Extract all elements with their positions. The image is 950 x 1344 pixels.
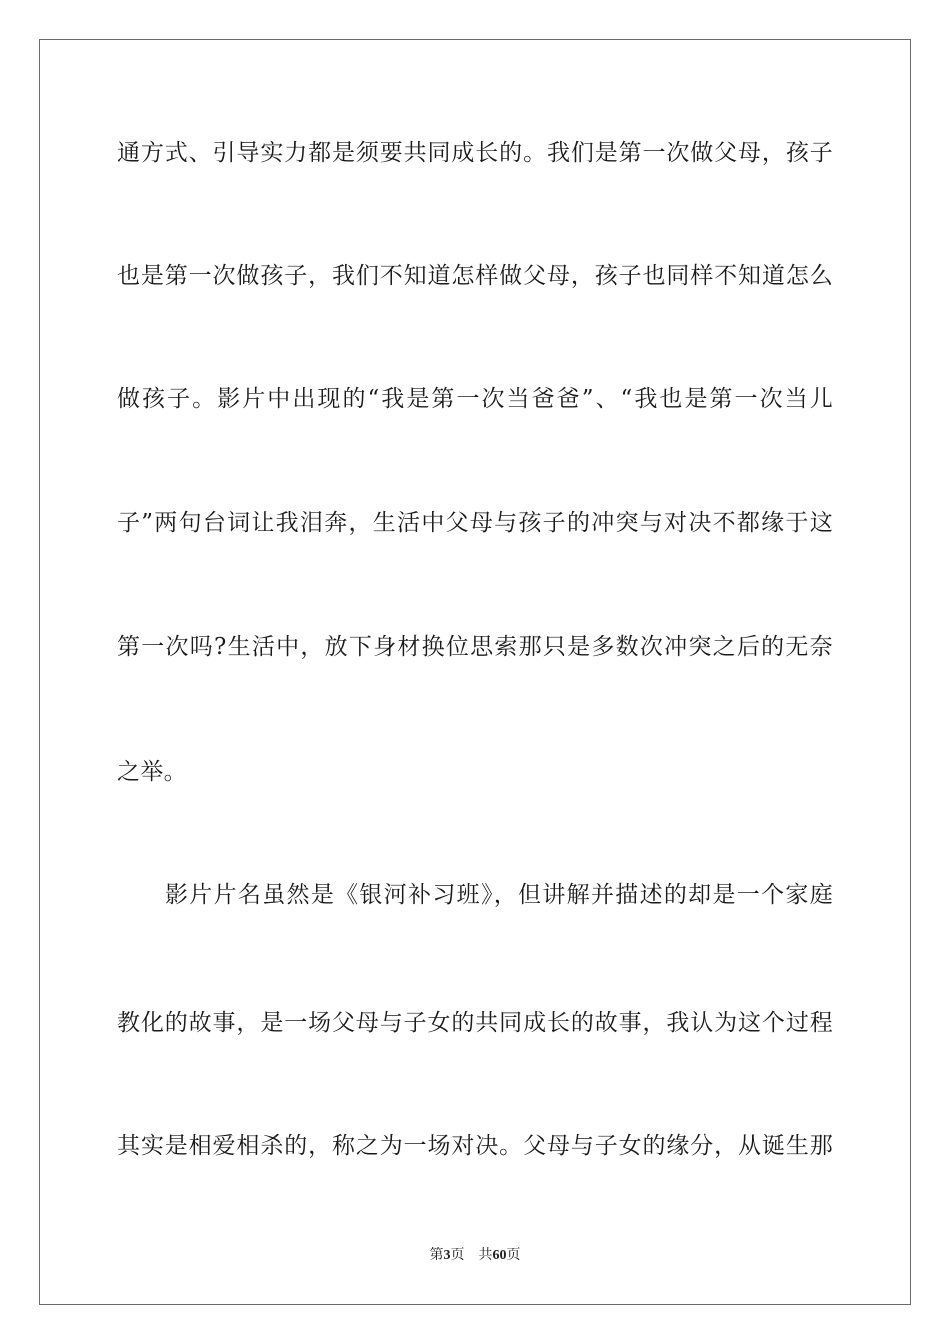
page-prefix: 第 (429, 1247, 444, 1263)
page-border (39, 39, 911, 1305)
page-suffix: 页 (450, 1247, 465, 1263)
body-text-line: 教化的故事，是一场父母与子女的共同成长的故事，我认为这个过程 (117, 1010, 833, 1036)
total-suffix: 页 (506, 1247, 521, 1263)
page-number: 3 (443, 1248, 451, 1263)
body-text-line: 之举。 (117, 759, 187, 785)
body-text-line: 做孩子。影片中出现的“我是第一次当爸爸”、“我也是第一次当儿 (117, 386, 833, 412)
body-text-line: 其实是相爱相杀的，称之为一场对决。父母与子女的缘分，从诞生那 (117, 1133, 833, 1159)
page-footer (0, 1246, 950, 1265)
body-text-line: 第一次吗?生活中，放下身材换位思索那只是多数次冲突之后的无奈 (117, 634, 833, 660)
body-text-line: 子”两句台词让我泪奔，生活中父母与孩子的冲突与对决不都缘于这 (117, 510, 833, 536)
total-pages: 60 (492, 1248, 507, 1263)
body-text-line: 也是第一次做孩子，我们不知道怎样做父母，孩子也同样不知道怎么 (117, 263, 833, 289)
body-text-line: 通方式、引导实力都是须要共同成长的。我们是第一次做父母，孩子 (117, 140, 833, 166)
total-prefix: 共 (478, 1247, 493, 1263)
paragraph-first-line: 影片片名虽然是《银河补习班》，但讲解并描述的却是一个家庭 (165, 882, 833, 908)
